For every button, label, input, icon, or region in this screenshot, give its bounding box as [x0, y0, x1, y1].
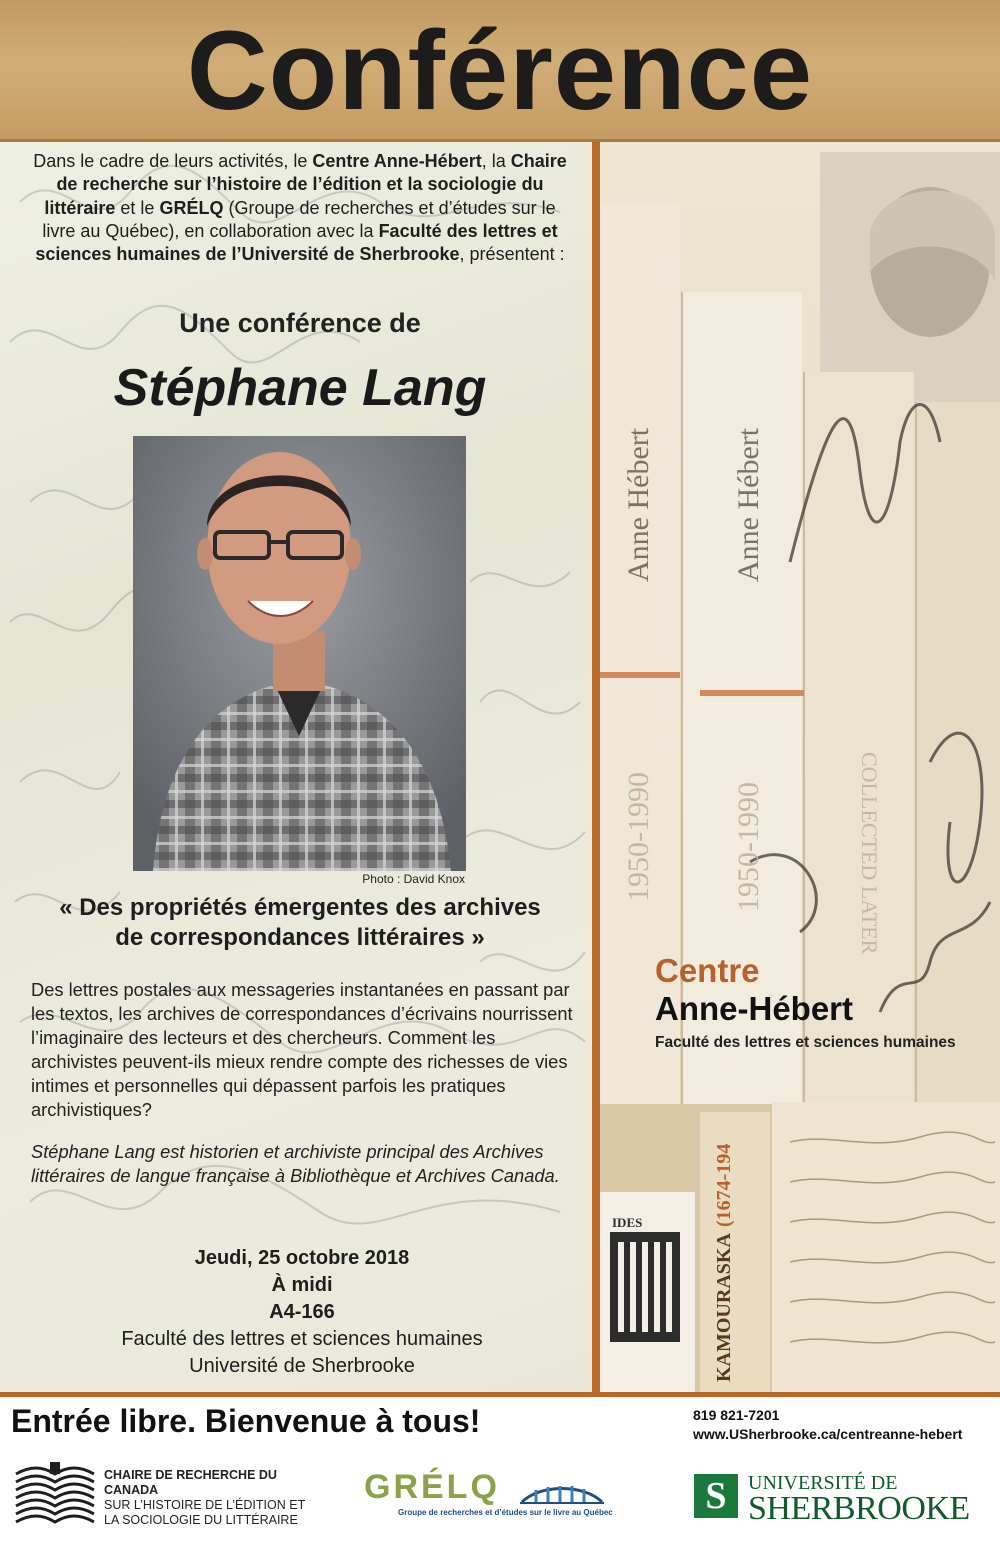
- spine-text-1: Anne Hébert: [622, 427, 655, 582]
- speaker-name: Stéphane Lang: [113, 359, 487, 417]
- centre-faculty: Faculté des lettres et sciences humaines: [655, 1034, 956, 1051]
- centre-word: Centre: [655, 952, 760, 989]
- page-title: Conférence: [186, 8, 814, 133]
- intro-grelq-name: GRÉLQ: [159, 197, 224, 218]
- grelq-wordmark: GRÉLQ: [364, 1468, 500, 1506]
- udes-line-1: UNIVERSITÉ DE: [748, 1472, 898, 1494]
- event-room: A4-166: [269, 1301, 335, 1323]
- intro-faculty-name: Faculté des lettres et sciences humaines de l’Université de Sherbrooke: [35, 220, 558, 265]
- intro-text-4: et le: [115, 197, 160, 218]
- talk-description: Des lettres postales aux messageries instantanées en passant par les textos, les archives de correspondances d’écrivains nourrissent l’imaginaire des lecteurs et des chercheurs. Comment les archivistes peuvent-ils mieux rendre compte des richesses de vies intimes et personnelles qui dépassent parfois les pratiques archivistiques?: [31, 979, 573, 1120]
- event-time: À midi: [271, 1274, 333, 1296]
- chaire-line-3: LA SOCIOLOGIE DU LITTÉRAIRE: [104, 1513, 298, 1527]
- chaire-logo: [12, 1460, 312, 1532]
- event-university: Université de Sherbrooke: [189, 1355, 415, 1377]
- speaker-portrait-image: [133, 436, 466, 871]
- welcome-text: Entrée libre. Bienvenue à tous!: [11, 1403, 481, 1439]
- event-date: Jeudi, 25 octobre 2018: [194, 1247, 410, 1269]
- intro-text-2: ,: [481, 151, 487, 171]
- spine-text-4: 1950-1990: [732, 782, 765, 912]
- speaker-bio: Stéphane Lang est historien et archiviste principal des Archives littéraires de langue française à Bibliothèque et Archives Canada.: [31, 1141, 560, 1186]
- spine-text-6: KAMOURASKA: [713, 1233, 735, 1382]
- chaire-line-1: CHAIRE DE RECHERCHE DU CANADA: [104, 1468, 277, 1497]
- phone-number: 819 821-7201: [693, 1407, 780, 1423]
- centre-anne-hebert-panel: [600, 142, 1000, 1394]
- spine-text-7: (1674-194: [713, 1143, 735, 1227]
- grelq-tagline: Groupe de recherches et d’études sur le livre au Québec: [398, 1508, 613, 1517]
- chaire-logo-text: [104, 1468, 312, 1528]
- speaker-photo: [133, 436, 466, 871]
- grelq-logo: [360, 1468, 660, 1528]
- intro-text-5: (Groupe de recherches et d’études sur le livre au Québec), en collaboration avec la: [42, 197, 556, 241]
- contact-info: [693, 1406, 962, 1444]
- event-details: [0, 1245, 604, 1380]
- spine-text-3: 1950-1990: [622, 772, 655, 902]
- spine-text-8: IDES: [612, 1215, 643, 1230]
- intro-chaire-name: Chaire de recherche sur l’histoire de l’édition et la sociologie du littéraire: [44, 151, 567, 218]
- chaire-line-2: SUR L’HISTOIRE DE L’ÉDITION ET: [104, 1498, 306, 1512]
- header-banner: [0, 0, 1000, 142]
- intro-paragraph: [30, 150, 570, 266]
- building-icon: [520, 1478, 604, 1504]
- open-book-icon: [12, 1460, 98, 1530]
- centre-logo-label: [655, 952, 956, 1052]
- books-illustration: [600, 142, 1000, 1394]
- intro-text-6: , présentent :: [459, 244, 565, 265]
- talk-title-line-1: « Des propriétés émergentes des archives: [59, 894, 541, 921]
- event-faculty: Faculté des lettres et sciences humaines: [121, 1328, 483, 1350]
- udes-s-mark-icon: S: [694, 1474, 738, 1518]
- centre-name: Anne-Hébert: [655, 990, 854, 1027]
- intro-text-3: la: [491, 151, 511, 171]
- talk-title: [0, 893, 600, 953]
- talk-title-line-2: de correspondances littéraires »: [115, 924, 485, 951]
- photo-credit: Photo : David Knox: [362, 872, 465, 886]
- spine-text-2: Anne Hébert: [732, 427, 765, 582]
- website-url[interactable]: www.USherbrooke.ca/centreanne-hebert: [693, 1426, 963, 1442]
- intro-text-1: Dans le cadre de leurs activités, le: [33, 151, 313, 171]
- udes-line-2: SHERBROOKE: [748, 1490, 970, 1527]
- spine-text-5: COLLECTED LATER: [857, 752, 882, 955]
- conference-subtitle: Une conférence de: [179, 308, 421, 338]
- intro-centre-name: Centre Anne-Hébert: [312, 151, 482, 171]
- horizontal-divider: [0, 1392, 1000, 1397]
- udes-logo: [694, 1470, 994, 1526]
